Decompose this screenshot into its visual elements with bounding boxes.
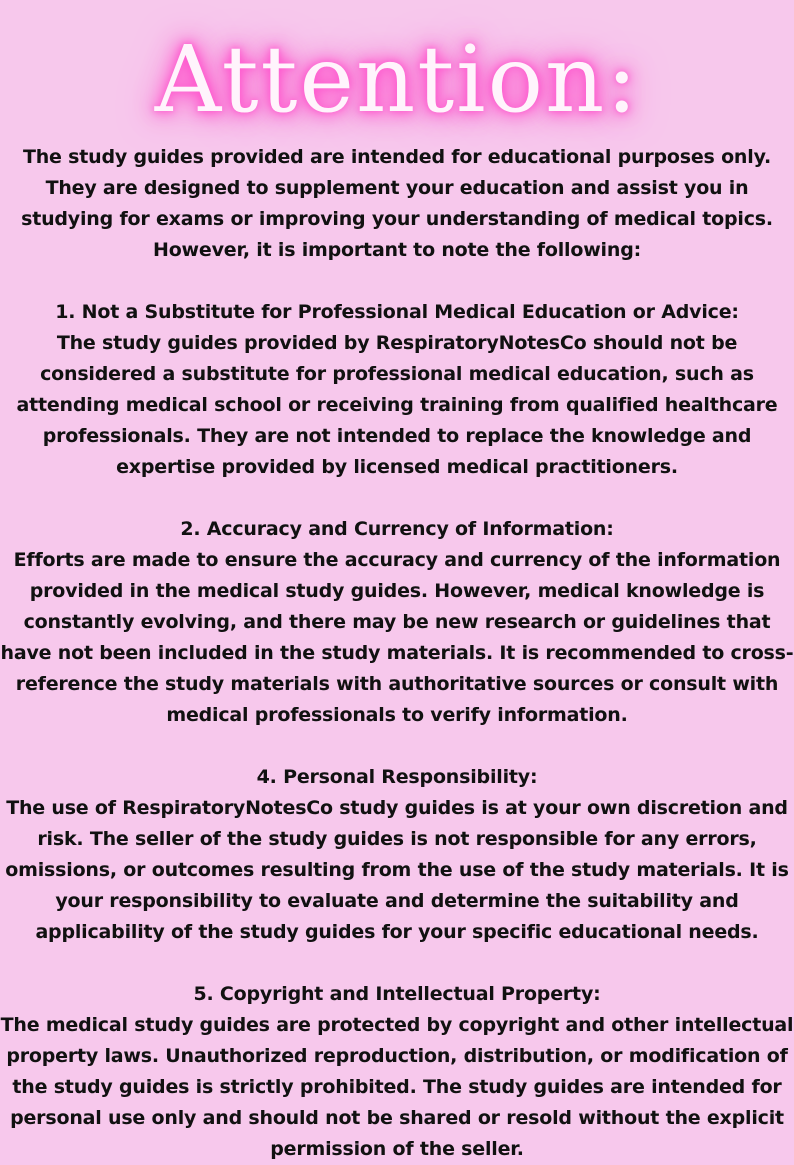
section-accuracy	[0, 514, 794, 731]
section-heading: 1. Not a Substitute for Professional Medical Education or Advice:	[55, 301, 739, 323]
section-body: Efforts are made to ensure the accuracy and currency of the information provided in the medical study guides. However, medical knowledge is constantly evolving, and there may be new research or guidelines that have not been included in the study materials. It is recommended to cross-reference the study materials with authoritative sources or consult with medical professionals to verify information.	[0, 549, 794, 726]
section-heading: 5. Copyright and Intellectual Property:	[193, 983, 601, 1005]
section-heading: 2. Accuracy and Currency of Information:	[180, 518, 614, 540]
section-body: The study guides provided by RespiratoryNotesCo should not be considered a substitute for professional medical education, such as attending medical school or receiving training from qualified healthcare professionals. They are not intended to replace the knowledge and expertise provided by licensed medical practitioners.	[16, 332, 778, 478]
section-copyright	[0, 979, 794, 1165]
section-body: The use of RespiratoryNotesCo study guides is at your own discretion and risk. The seller of the study guides is not responsible for any errors, omissions, or outcomes resulting from the use of the study materials. It is your responsibility to evaluate and determine the suitability and applicability of the study guides for your specific educational needs.	[5, 797, 789, 943]
section-heading: 4. Personal Responsibility:	[256, 766, 538, 788]
intro-paragraph: The study guides provided are intended for educational purposes only. They are designed to supplement your education and assist you in studying for exams or improving your understanding of medical topics. However, it is important to note the following:	[21, 146, 773, 261]
section-substitute	[0, 297, 794, 483]
section-body: The medical study guides are protected by copyright and other intellectual property laws. Unauthorized reproduction, distribution, or modification of the study guides is strictly prohibited. The study guides are intended for personal use only and should not be shared or resold without the explicit permission of the seller.	[0, 1014, 794, 1160]
page-title: Attention:	[154, 26, 640, 133]
disclaimer-content	[0, 142, 794, 1165]
section-responsibility	[0, 762, 794, 948]
